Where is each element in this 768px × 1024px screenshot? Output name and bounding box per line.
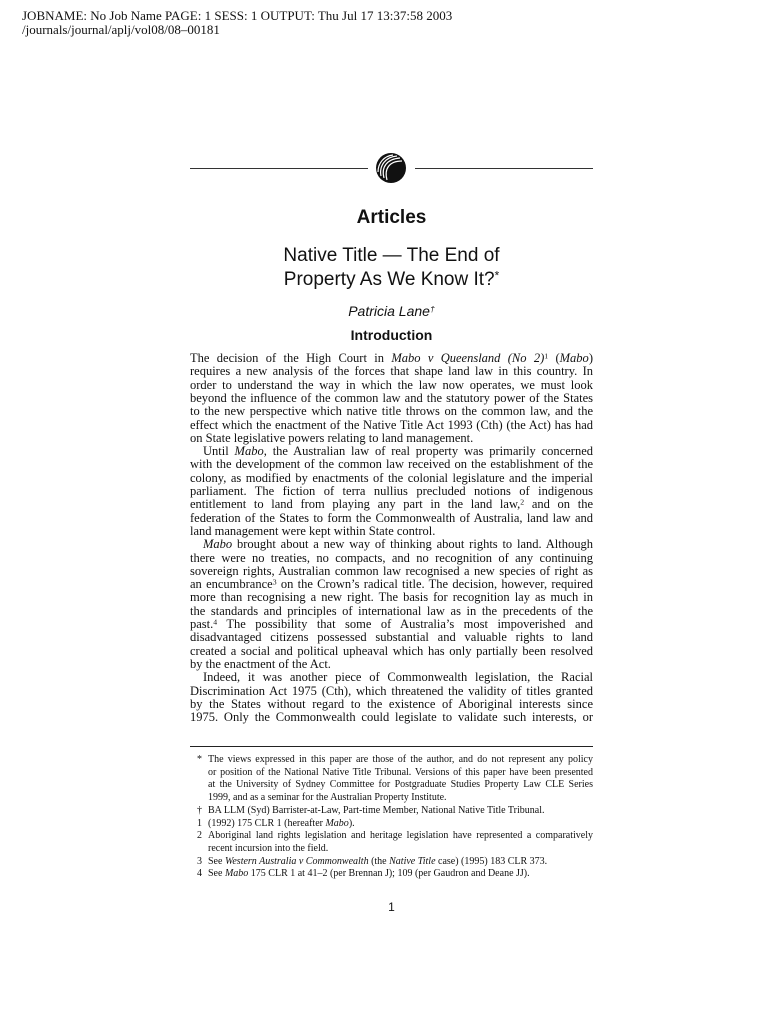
text-run: Until [203,444,235,459]
italic-text: Native Title [389,855,436,867]
body-line [190,484,593,498]
italic-text: Mabo [224,868,249,880]
footnote-reference[interactable]: 4 [213,617,218,627]
footnote-line [208,767,593,779]
body-line [190,404,593,418]
text-run: with the development of the common law received on the establishment of the [190,457,593,472]
footnote-line [208,779,593,791]
text-run: order to understand the way in which the law now operates, we must look [190,377,593,392]
text-run: there were no treaties, no compacts, and no recognition of any continuing [190,550,593,565]
text-run: The possibility that some of Australia’s most impoverished and [217,617,593,631]
footnote-line [208,818,593,830]
text-run: to the new perspective which native title throws on the common law, and the [190,404,593,419]
text-run: (the [368,855,390,867]
footnote-number: † [197,804,202,816]
text-run: past. [190,617,214,631]
body-line [190,351,593,365]
text-run: (1992) 175 CLR 1 (hereafter [208,817,326,829]
body-line [190,710,593,724]
text-run: Aboriginal land rights legislation and heritage legislation have represented a comparatively [208,830,593,842]
author-footnote-mark: † [429,304,435,315]
body-line [190,644,593,658]
body-line [190,564,593,578]
job-header-line-2: /journals/journal/aplj/vol08/08–00181 [22,22,220,37]
body-line [190,684,593,698]
italic-text: Mabo [325,817,349,829]
author-name [190,303,593,319]
text-run: or position of the National Native Title Tribunal. Versions of this paper have been presented [208,766,593,778]
text-run: 1975. Only the Commonwealth could legislate to validate such interests, or [190,710,593,725]
ornament-rule-right [415,168,593,169]
text-run: The views expressed in this paper are those of the author, and do not represent any policy [208,754,593,765]
footnote-reference[interactable]: 1 [544,351,549,361]
body-line [190,431,593,445]
title-footnote-mark: * [494,269,500,283]
body-line [190,511,593,525]
text-run: ) [588,351,593,365]
italic-text: Mabo [203,537,233,552]
body-line [190,604,593,618]
footnote-line [208,754,593,766]
footnote-line [208,856,593,868]
text-run: sovereign rights, Australian common law recognised a new species of right as [190,563,593,578]
body-line [190,524,593,538]
body-line [190,391,593,405]
italic-text: Mabo [234,444,264,459]
text-run: See [208,868,225,880]
footnote-reference[interactable]: 2 [520,497,525,507]
text-run: The decision of the High Court in [190,351,392,365]
introduction-heading: Introduction [350,327,433,343]
body-line [190,590,593,604]
text-run: an encumbrance [190,577,273,592]
body-line [203,670,593,684]
text-run: effect which the enactment of the Native Title Act 1993 (Cth) (the Act) has had [190,417,593,432]
publisher-logo-icon [375,152,407,184]
text-run: 175 CLR 1 at 41–2 (per Brennan J); 109 (per Gaudron and Deane JJ). [248,868,530,880]
body-line [203,444,593,458]
author-text: Patricia Lane [348,303,430,319]
body-line [190,457,593,471]
text-run: and on the [524,497,593,512]
footnote-line [208,805,593,817]
text-run: created a social and political upheaval which has only partially been resolved [190,643,593,658]
text-run: See [208,855,225,867]
text-run: requires a new analysis of the forces that shape land law in this country. In [190,364,593,379]
body-line [190,471,593,485]
italic-text: Mabo [559,351,589,365]
text-run: by the States without regard to the existence of Aboriginal interests since [190,696,593,711]
text-run: Indeed, it was another piece of Commonwealth legislation, the Racial [203,670,593,685]
footnote-line [208,868,593,880]
title-text: Property As We Know It? [283,269,495,290]
footnote-line [208,843,593,855]
footnote-number: 4 [197,868,202,880]
text-run: at the University of Sydney Committee for Postgraduate Studies Property Law CLE Series [208,779,593,791]
article-title-line-1: Native Title — The End of [283,245,500,266]
article-title-line-2 [190,269,593,291]
footnote-line [208,830,593,842]
text-run: disadvantaged citizens possessed substantial and valuable rights to land [190,630,593,645]
body-line [190,617,593,631]
text-run: BA LLM (Syd) Barrister-at-Law, Part-time Member, National Native Title Tribunal. [208,804,545,816]
body-line [190,378,593,392]
italic-text: Western Australia v Commonwealth [224,855,369,867]
body-line [190,418,593,432]
text-run: on State legislative powers relating to land management. [190,430,474,445]
text-run: , the Australian law of real property was primarily concerned [263,444,593,459]
text-run: entitlement to land from playing any part in the land law, [190,497,521,512]
text-run: case) (1995) 183 CLR 373. [435,855,548,867]
section-heading: Articles [356,207,427,228]
body-line [190,364,593,378]
body-line [190,577,593,591]
body-line [190,630,593,644]
text-run: beyond the influence of the common law and the statutory power of the States [190,390,593,405]
footnote-reference[interactable]: 3 [272,577,277,587]
text-run: on the Crown’s radical title. The decision, however, required [276,577,593,592]
text-run: recent incursion into the field. [208,842,329,854]
footnote-number: * [197,754,202,765]
text-run: Discrimination Act 1975 (Cth), which threatened the validity of titles granted [190,683,593,698]
footnote-number: 2 [197,830,202,842]
ornament-rule-left [190,168,368,169]
text-run: more than recognising a new right. The basis for recognition lay as much in [190,590,593,605]
text-run: land management were kept within State control. [190,523,436,538]
text-run: by the enactment of the Act. [190,656,331,671]
body-line [190,551,593,565]
text-run: colony, as modified by enactments of the colonial legislature and the imperial [190,470,593,485]
text-run: the standards and principles of international law as in the precedents of the [190,603,593,618]
footnote-number: 1 [197,817,202,829]
page-number: 1 [388,900,395,914]
job-header-line-1: JOBNAME: No Job Name PAGE: 1 SESS: 1 OUTPUT: Thu Jul 17 13:37:58 2003 [22,8,453,23]
italic-text: Mabo v Queensland (No 2) [391,351,545,365]
body-line [203,537,593,551]
text-run: ). [348,817,355,829]
text-run: brought about a new way of thinking about rights to land. Although [232,537,593,552]
body-line [190,697,593,711]
text-run: federation of the States to form the Commonwealth of Australia, land law and [190,510,593,525]
text-run: parliament. The fiction of terra nullius precluded notions of indigenous [190,484,593,498]
footnote-number: 3 [197,855,202,867]
text-run: 1999, and as a seminar for the Australian Property Institute. [208,792,447,804]
body-line [190,657,593,671]
body-line [190,497,593,511]
footnote-rule [190,746,593,747]
footnote-line [208,792,593,804]
text-run: ( [548,351,560,365]
